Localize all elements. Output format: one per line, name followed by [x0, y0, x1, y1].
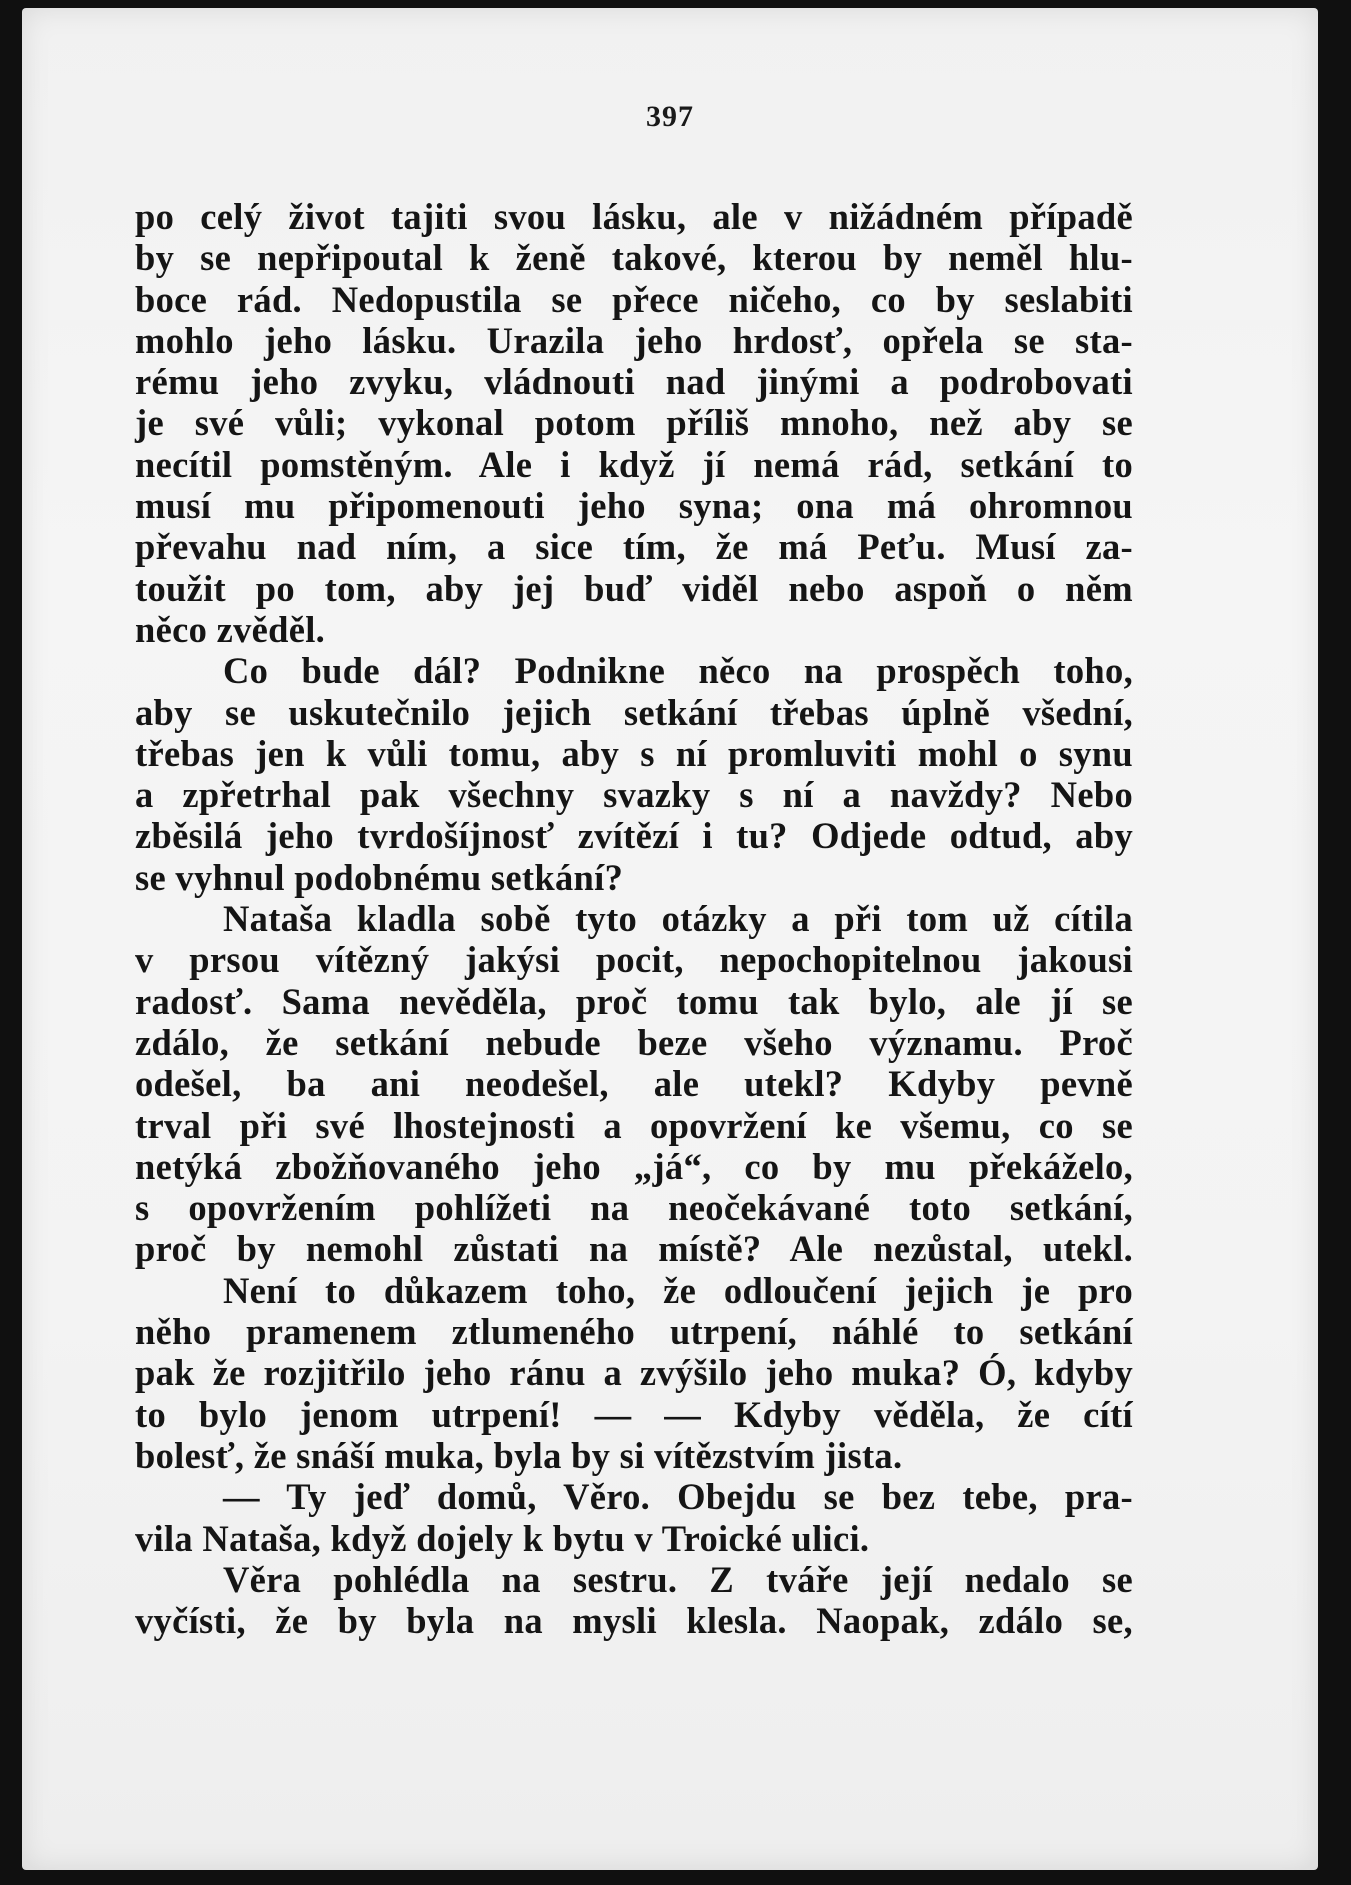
text-line: bolesť, že snáší muka, byla by si vítězstvím jista. — [135, 1434, 903, 1476]
text-line: v prsou vítězný jakýsi pocit, nepochopitelnou jakousi — [135, 939, 1133, 981]
text-line: netýká zbožňovaného jeho „já“, co by mu překáželo, — [135, 1145, 1133, 1187]
text-line: zdálo, že setkání nebude beze všeho významu. Proč — [135, 1021, 1133, 1063]
text-line: něho pramenem ztlumeného utrpení, náhlé to setkání — [135, 1311, 1133, 1353]
text-line: necítil pomstěným. Ale i když jí nemá rád, setkání to — [135, 443, 1133, 485]
text-line: je své vůli; vykonal potom příliš mnoho, než aby se — [135, 402, 1133, 444]
text-line: Nataša kladla sobě tyto otázky a při tom už cítila — [223, 898, 1133, 940]
text-line: pak že rozjitřilo jeho ránu a zvýšilo jeho muka? Ó, kdyby — [135, 1352, 1133, 1394]
text-line: toužit po tom, aby jej buď viděl nebo aspoň o něm — [135, 567, 1133, 609]
text-line: s opovržením pohlížeti na neočekávané toto setkání, — [135, 1187, 1133, 1229]
text-line: se vyhnul podobnému setkání? — [135, 856, 624, 898]
text-line: po celý život tajiti svou lásku, ale v nižádném případě — [135, 196, 1133, 237]
text-line: Není to důkazem toho, že odloučení jejich je pro — [223, 1269, 1133, 1311]
text-line: něco zvěděl. — [135, 608, 326, 650]
body-text — [135, 196, 1133, 1641]
text-line: — Ty jeď domů, Věro. Obejdu se bez tebe, pra- — [223, 1476, 1133, 1518]
text-line: vyčísti, že by byla na mysli klesla. Naopak, zdálo se, — [135, 1600, 1133, 1642]
text-line: Co bude dál? Podnikne něco na prospěch toho, — [223, 650, 1133, 692]
text-line: Věra pohlédla na sestru. Z tváře její nedalo se — [223, 1558, 1133, 1600]
text-line: boce rád. Nedopustila se přece ničeho, co by seslabiti — [135, 278, 1133, 320]
text-line: odešel, ba ani neodešel, ale utekl? Kdyby pevně — [135, 1063, 1133, 1105]
text-line: rému jeho zvyku, vládnouti nad jinými a podrobovati — [135, 361, 1133, 403]
book-page — [22, 8, 1318, 1870]
text-line: vila Nataša, když dojely k bytu v Troické ulici. — [135, 1517, 870, 1559]
text-line: mohlo jeho lásku. Urazila jeho hrdosť, opřela se sta- — [135, 319, 1133, 361]
text-line: to bylo jenom utrpení! — — Kdyby věděla, že cítí — [135, 1393, 1133, 1435]
text-line: proč by nemohl zůstati na místě? Ale nezůstal, utekl. — [135, 1228, 1133, 1270]
text-line: třebas jen k vůli tomu, aby s ní promluviti mohl o synu — [135, 732, 1133, 774]
text-line: zběsilá jeho tvrdošíjnosť zvítězí i tu? Odjede odtud, aby — [135, 815, 1133, 857]
text-line: trval při své lhostejnosti a opovržení ke všemu, co se — [135, 1104, 1133, 1146]
text-line: radosť. Sama nevěděla, proč tomu tak bylo, ale jí se — [135, 980, 1133, 1022]
page-number: 397 — [646, 100, 694, 133]
text-line: aby se uskutečnilo jejich setkání třebas úplně všední, — [135, 691, 1133, 733]
text-line: a zpřetrhal pak všechny svazky s ní a navždy? Nebo — [135, 774, 1133, 816]
text-line: převahu nad ním, a sice tím, že má Peťu. Musí za- — [135, 526, 1133, 568]
text-line: musí mu připomenouti jeho syna; ona má ohromnou — [135, 485, 1133, 527]
text-line: by se nepřipoutal k ženě takové, kterou by neměl hlu- — [135, 237, 1133, 279]
